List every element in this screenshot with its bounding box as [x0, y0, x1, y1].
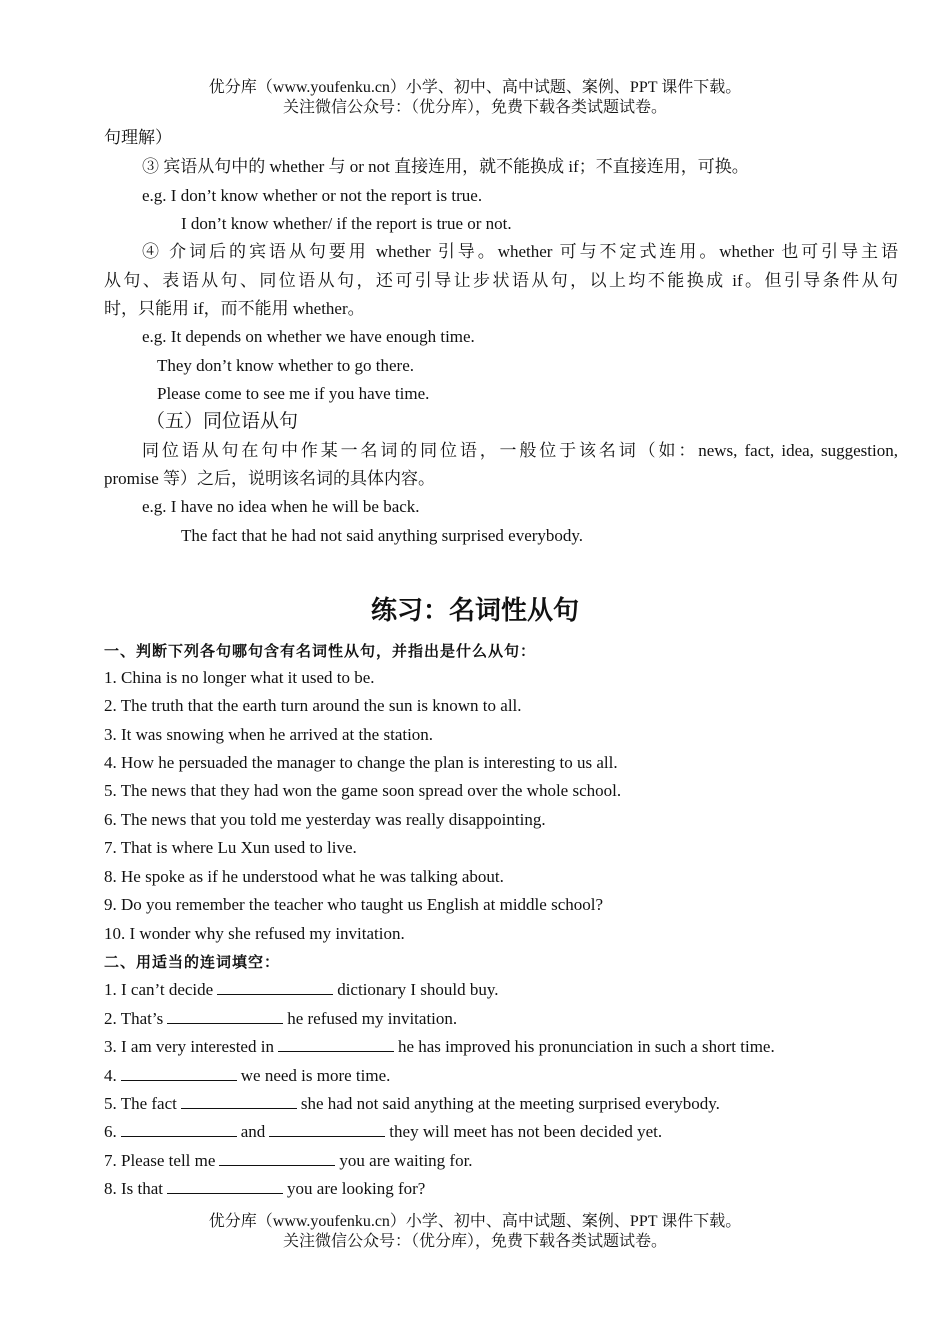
section-5-example-1: e.g. I have no idea when he will be back.	[142, 497, 420, 516]
item-text-after: she had not said anything at the meeting surprised everybody.	[300, 1094, 720, 1113]
item-text-before: 5. The fact	[104, 1094, 177, 1113]
note-item-3: ③ 宾语从句中的 whether 与 or not 直接连用，就不能换成 if；不直接连用，可换。	[142, 157, 749, 176]
answer-blank[interactable]	[269, 1121, 385, 1137]
fill-blank-item	[104, 1121, 662, 1143]
item-text-before: 4.	[104, 1066, 117, 1085]
list-item: 1. China is no longer what it used to be.	[104, 668, 375, 687]
item-text-middle: and	[240, 1122, 266, 1141]
page-header-line1: 优分库（www.youfenku.cn）小学、初中、高中试题、案例、PPT 课件下载。	[208, 79, 742, 96]
list-item: 4. How he persuaded the manager to change the plan is interesting to us all.	[104, 753, 618, 772]
answer-blank[interactable]	[219, 1150, 335, 1166]
part-2-heading: 二、用适当的连词填空：	[104, 953, 281, 971]
answer-blank[interactable]	[278, 1036, 394, 1052]
list-item: 2. The truth that the earth turn around the sun is known to all.	[104, 696, 522, 715]
note-item-4-example-3: Please come to see me if you have time.	[157, 384, 430, 403]
fill-blank-item	[104, 1093, 720, 1115]
page-header-line2: 关注微信公众号：（优分库），免费下载各类试题试卷。	[282, 99, 667, 116]
list-item: 3. It was snowing when he arrived at the station.	[104, 725, 434, 744]
item-text-after: they will meet has not been decided yet.	[389, 1122, 663, 1141]
note-item-3-example-2: I don’t know whether/ if the report is true or not.	[181, 214, 512, 233]
section-5-example-2: The fact that he had not said anything surprised everybody.	[181, 526, 584, 545]
fill-blank-item	[104, 979, 499, 1001]
item-text-before: 6.	[104, 1122, 117, 1141]
item-text-before: 8. Is that	[104, 1179, 164, 1198]
item-text-after: he has improved his pronunciation in such a short time.	[397, 1037, 775, 1056]
item-text-after: dictionary I should buy.	[337, 980, 499, 999]
fill-blank-item	[104, 1178, 425, 1200]
note-item-4-example-2: They don’t know whether to go there.	[157, 356, 414, 375]
list-item: 6. The news that you told me yesterday was really disappointing.	[104, 810, 546, 829]
answer-blank[interactable]	[121, 1065, 237, 1081]
fill-blank-item	[104, 1065, 390, 1087]
section-5-title: （五）同位语从句	[146, 410, 299, 432]
answer-blank[interactable]	[167, 1008, 283, 1024]
note-item-4-line-2: 从句、表语从句、同位语从句，还可引导让步状语从句，以上均不能换成 if。但引导条件从句	[104, 271, 898, 290]
section-5-line-2: promise 等）之后，说明该名词的具体内容。	[104, 469, 436, 488]
item-text-before: 3. I am very interested in	[104, 1037, 274, 1056]
carry-over-text: 句理解）	[104, 128, 172, 147]
page-footer-line2: 关注微信公众号：（优分库），免费下载各类试题试卷。	[282, 1233, 667, 1250]
exercise-title: 练习：名词性从句	[370, 596, 579, 626]
item-text-after: he refused my invitation.	[287, 1009, 458, 1028]
answer-blank[interactable]	[181, 1093, 297, 1109]
list-item: 10. I wonder why she refused my invitation.	[104, 924, 405, 943]
fill-blank-item	[104, 1008, 457, 1030]
item-text-after: we need is more time.	[240, 1066, 391, 1085]
item-text-after: you are waiting for.	[339, 1151, 473, 1170]
note-item-4-line-1: ④ 介词后的宾语从句要用 whether 引导。whether 可与不定式连用。whether 也可引导主语	[142, 242, 898, 261]
note-item-3-example-1: e.g. I don’t know whether or not the report is true.	[142, 186, 483, 205]
item-text-before: 2. That’s	[104, 1009, 164, 1028]
list-item: 7. That is where Lu Xun used to live.	[104, 838, 357, 857]
list-item: 5. The news that they had won the game soon spread over the whole school.	[104, 781, 622, 800]
answer-blank[interactable]	[167, 1178, 283, 1194]
list-item: 8. He spoke as if he understood what he was talking about.	[104, 867, 504, 886]
page-footer-line1: 优分库（www.youfenku.cn）小学、初中、高中试题、案例、PPT 课件下载。	[208, 1213, 742, 1230]
item-text-before: 1. I can’t decide	[104, 980, 214, 999]
item-text-after: you are looking for?	[287, 1179, 426, 1198]
fill-blank-item	[104, 1150, 473, 1172]
answer-blank[interactable]	[121, 1121, 237, 1137]
answer-blank[interactable]	[217, 979, 333, 995]
note-item-4-line-3: 时，只能用 if，而不能用 whether。	[104, 299, 365, 318]
note-item-4-example-1: e.g. It depends on whether we have enough time.	[142, 327, 475, 346]
fill-blank-item	[104, 1036, 775, 1058]
section-5-line-1: 同位语从句在句中作某一名词的同位语，一般位于该名词（如：news, fact, idea, suggestion,	[142, 441, 898, 460]
part-1-heading: 一、判断下列各句哪句含有名词性从句，并指出是什么从句：	[104, 642, 537, 660]
item-text-before: 7. Please tell me	[104, 1151, 216, 1170]
list-item: 9. Do you remember the teacher who taught us English at middle school?	[104, 895, 604, 914]
